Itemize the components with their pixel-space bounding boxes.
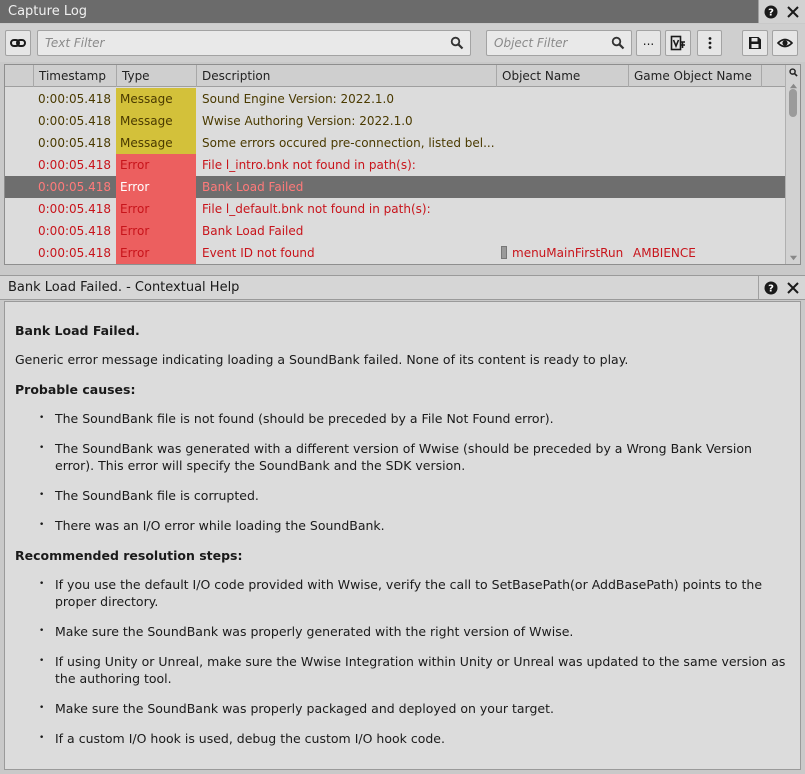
scroll-up-arrow-icon[interactable] bbox=[789, 80, 798, 89]
capture-log-title-bar bbox=[0, 0, 805, 23]
capture-log-table bbox=[4, 64, 801, 265]
column-header-extra bbox=[761, 65, 786, 87]
contextual-help-title-bar bbox=[0, 275, 805, 300]
object-filter-browse-button[interactable] bbox=[636, 30, 661, 56]
table-row[interactable] bbox=[5, 110, 786, 132]
view-button[interactable] bbox=[772, 30, 798, 56]
table-row[interactable] bbox=[5, 242, 786, 264]
list-item: • If you use the default I/O code provided with Wwise, verify the call to SetBasePath(or AddBasePath) points to the proper directory. bbox=[39, 576, 800, 610]
list-item: • If a custom I/O hook is used, debug the custom I/O hook code. bbox=[39, 730, 800, 747]
row-type: Message bbox=[116, 132, 196, 154]
help-causes-list bbox=[39, 410, 800, 534]
list-item: • The SoundBank file is corrupted. bbox=[39, 487, 800, 504]
row-timestamp: 0:00:05.418 bbox=[38, 136, 111, 150]
row-type: Error bbox=[116, 176, 196, 198]
link-button[interactable] bbox=[5, 30, 31, 56]
filter-settings-button[interactable] bbox=[665, 30, 691, 56]
list-item: • If using Unity or Unreal, make sure the Wwise Integration within Unity or Unreal was updated to the same version as the authoring tool. bbox=[39, 653, 800, 687]
row-type: Error bbox=[116, 220, 196, 242]
object-filter-input[interactable] bbox=[487, 31, 631, 55]
list-item: • The SoundBank file is not found (should be preceded by a File Not Found error). bbox=[39, 410, 800, 427]
table-row-selected[interactable] bbox=[5, 176, 786, 198]
save-icon bbox=[747, 35, 763, 51]
table-row[interactable] bbox=[5, 132, 786, 154]
row-description: File l_default.bnk not found in path(s): bbox=[202, 202, 431, 216]
column-header-type[interactable]: Type bbox=[116, 65, 196, 87]
row-description: Wwise Authoring Version: 2022.1.0 bbox=[202, 114, 413, 128]
row-type: Error bbox=[116, 198, 196, 220]
help-steps-list bbox=[39, 576, 800, 747]
list-item: • There was an I/O error while loading the SoundBank. bbox=[39, 517, 800, 534]
contextual-help-content bbox=[4, 301, 801, 770]
contextual-help-title-buttons bbox=[758, 276, 805, 299]
table-row[interactable] bbox=[5, 198, 786, 220]
column-header-object-name[interactable]: Object Name bbox=[496, 65, 628, 87]
row-type: Error bbox=[116, 154, 196, 176]
close-icon[interactable] bbox=[785, 280, 801, 296]
row-timestamp: 0:00:05.418 bbox=[38, 158, 111, 172]
object-icon bbox=[501, 246, 507, 259]
text-filter-input[interactable] bbox=[38, 31, 470, 55]
table-row[interactable] bbox=[5, 220, 786, 242]
object-filter[interactable] bbox=[486, 30, 632, 56]
close-icon[interactable] bbox=[785, 4, 801, 20]
more-vertical-icon bbox=[702, 35, 718, 51]
list-item: • The SoundBank was generated with a different version of Wwise (should be preceded by a Wrong Bank Version error). This error will specify the SoundBank and the SDK version. bbox=[39, 440, 800, 474]
row-description: Sound Engine Version: 2022.1.0 bbox=[202, 92, 394, 106]
help-heading: Bank Load Failed. bbox=[15, 323, 140, 338]
table-row[interactable] bbox=[5, 154, 786, 176]
svg-text:?: ? bbox=[768, 7, 774, 18]
scroll-down-arrow-icon[interactable] bbox=[789, 251, 798, 260]
filter-settings-icon bbox=[670, 35, 686, 51]
row-type: Message bbox=[116, 110, 196, 132]
column-header-game-object-name[interactable]: Game Object Name bbox=[628, 65, 761, 87]
capture-log-title-buttons bbox=[758, 0, 805, 23]
row-timestamp: 0:00:05.418 bbox=[38, 180, 111, 194]
row-description: Some errors occured pre-connection, listed bel... bbox=[202, 136, 495, 150]
contextual-help-title: Bank Load Failed. - Contextual Help bbox=[8, 280, 240, 295]
save-button[interactable] bbox=[742, 30, 768, 56]
table-row[interactable] bbox=[5, 88, 786, 110]
row-description: File l_intro.bnk not found in path(s): bbox=[202, 158, 416, 172]
row-timestamp: 0:00:05.418 bbox=[38, 202, 111, 216]
help-icon[interactable] bbox=[763, 280, 779, 296]
row-timestamp: 0:00:05.418 bbox=[38, 224, 111, 238]
column-header-timestamp[interactable]: Timestamp bbox=[33, 65, 116, 87]
row-object-name-text: menuMainFirstRun bbox=[512, 246, 624, 260]
help-intro: Generic error message indicating loading a SoundBank failed. None of its content is ready to play. bbox=[15, 352, 629, 367]
vertical-scrollbar[interactable] bbox=[785, 65, 800, 264]
row-timestamp: 0:00:05.418 bbox=[38, 92, 111, 106]
link-icon bbox=[10, 35, 26, 51]
row-timestamp: 0:00:05.418 bbox=[38, 114, 111, 128]
row-description: Bank Load Failed bbox=[202, 224, 304, 238]
search-icon bbox=[611, 36, 625, 50]
row-timestamp: 0:00:05.418 bbox=[38, 246, 111, 260]
options-button[interactable] bbox=[697, 30, 722, 56]
scrollbar-thumb[interactable] bbox=[789, 89, 797, 117]
row-description: Bank Load Failed bbox=[202, 180, 304, 194]
row-object-name[interactable] bbox=[496, 242, 628, 264]
table-header bbox=[5, 65, 786, 87]
column-header-description[interactable]: Description bbox=[196, 65, 496, 87]
help-steps-heading: Recommended resolution steps: bbox=[15, 548, 243, 563]
row-game-object-name: AMBIENCE bbox=[633, 246, 696, 260]
row-description: Event ID not found bbox=[202, 246, 315, 260]
eye-icon bbox=[777, 35, 793, 51]
search-icon[interactable] bbox=[789, 68, 798, 77]
svg-text:?: ? bbox=[768, 283, 774, 294]
capture-log-toolbar bbox=[0, 24, 805, 62]
list-item: • Make sure the SoundBank was properly generated with the right version of Wwise. bbox=[39, 623, 800, 640]
text-filter[interactable] bbox=[37, 30, 471, 56]
row-type: Error bbox=[116, 242, 196, 264]
list-item: • Make sure the SoundBank was properly packaged and deployed on your target. bbox=[39, 700, 800, 717]
capture-log-title: Capture Log bbox=[8, 4, 88, 19]
help-causes-heading: Probable causes: bbox=[15, 382, 136, 397]
help-icon[interactable] bbox=[763, 4, 779, 20]
search-icon bbox=[450, 36, 464, 50]
row-type: Message bbox=[116, 88, 196, 110]
more-label: ... bbox=[642, 34, 655, 48]
